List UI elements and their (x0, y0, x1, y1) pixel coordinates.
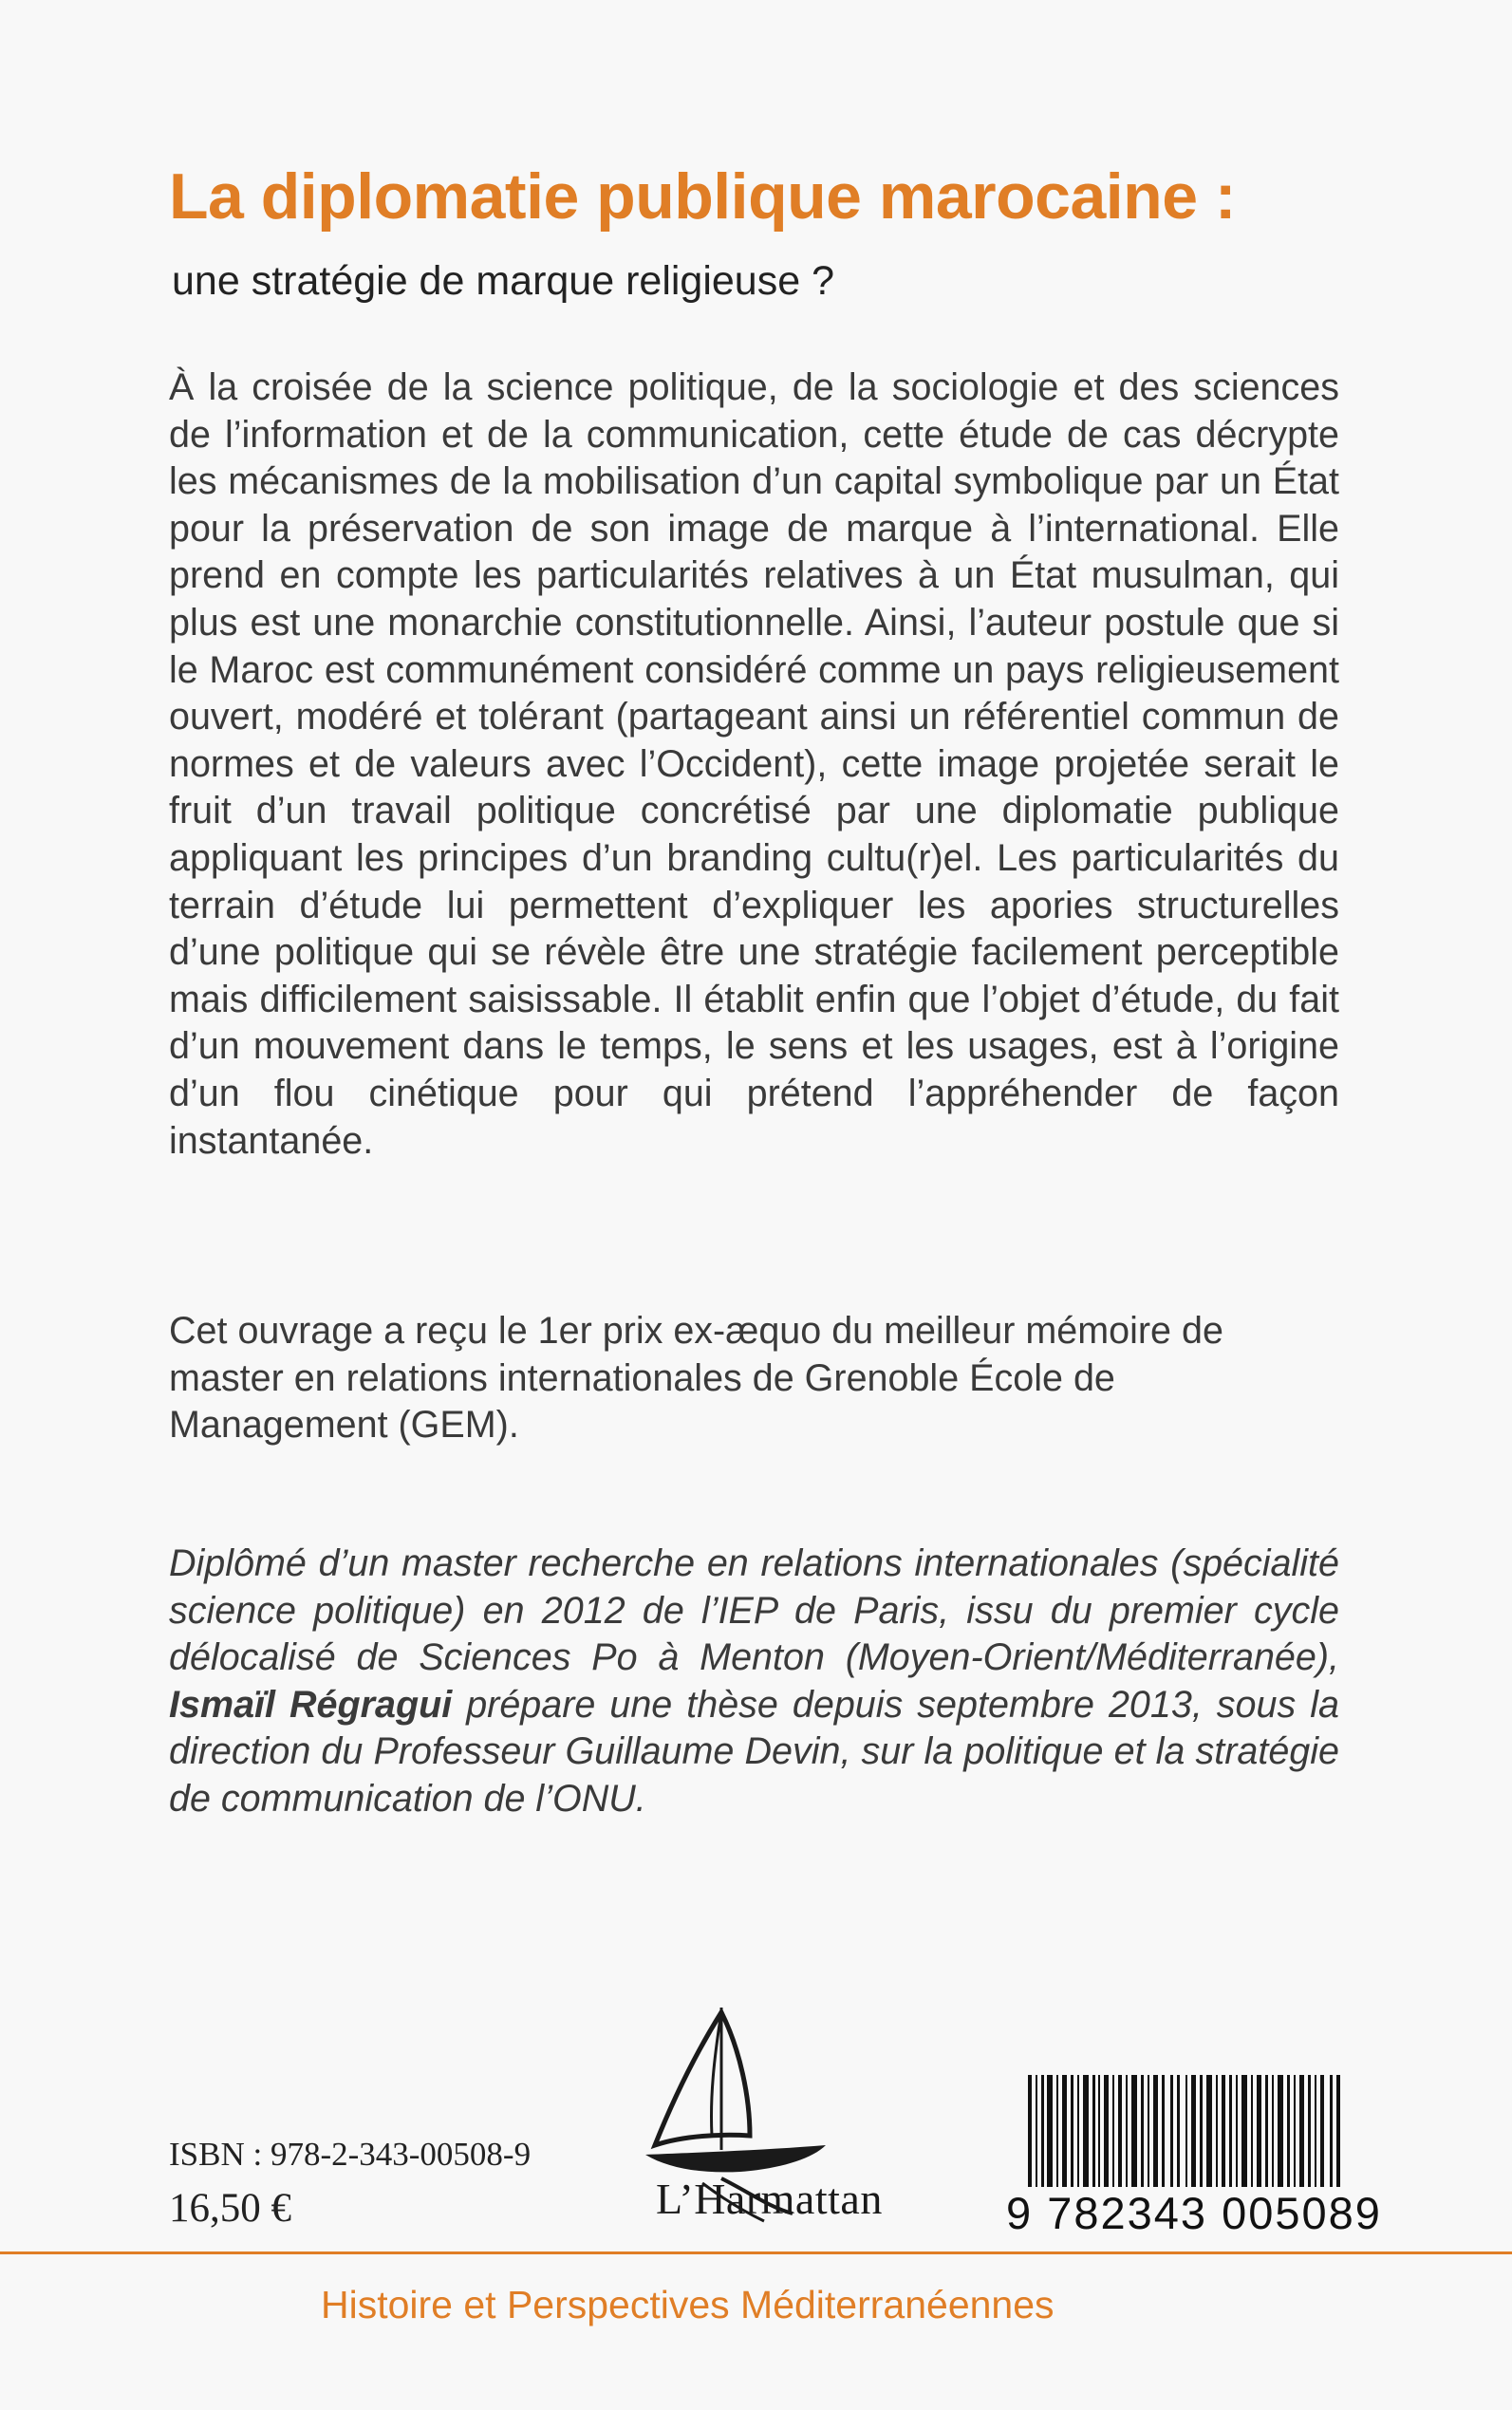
isbn: ISBN : 978-2-343-00508-9 (169, 2136, 532, 2173)
author-name: Ismaïl Régragui (169, 1683, 453, 1726)
book-title: La diplomatie publique marocaine : (169, 160, 1237, 233)
orange-divider (0, 2251, 1512, 2254)
bio-text-before: Diplômé d’un master recherche en relations internationales (spécialité science politique) en 2012 de l’IEP de Paris, issu du premier cycle délocalisé de Sciences Po à Menton (Moyen-Orient/Méditerranée), (169, 1542, 1339, 1679)
publisher-name: L’Harmattan (656, 2175, 883, 2223)
price: 16,50 € (169, 2186, 291, 2231)
author-bio (169, 1541, 1339, 1823)
description-paragraph: À la croisée de la science politique, de la sociologie et des sciences de l’information et de la communication, cette étude de cas décrypte les mécanismes de la mobilisation d’un capital symbolique par un État pour la préservation de son image de marque à l’international. Elle prend en compte les particularités relatives à un État musulman, qui plus est une monarchie constitutionnelle. Ainsi, l’auteur postule que si le Maroc est communément considéré comme un pays religieusement ouvert, modéré et tolérant (partageant ainsi un référentiel commun de normes et de valeurs avec l’Occident), cette image projetée serait le fruit d’un travail politique concrétisé par une diplomatie publique appliquant les principes d’un branding cultu(r)el. Les particularités du terrain d’étude lui permettent d’expliquer les apories structurelles d’une politique qui se révèle être une stratégie facilement perceptible mais difficilement saisissable. Il établit enfin que l’objet d’étude, du fait d’un mouvement dans le temps, le sens et les usages, est à l’origine d’un flou cinétique pour qui prétend l’appréhender de façon instantanée. (169, 366, 1339, 1162)
barcode-number: 9 782343 005089 (1006, 2188, 1382, 2238)
bio-text-after: prépare une thèse depuis septembre 2013, sous la direction du Professeur Guillaume Devin, sur la politique et la stratégie de communication de l’ONU. (169, 1683, 1339, 1820)
award-paragraph: Cet ouvrage a reçu le 1er prix ex-æquo du meilleur mémoire de master en relations internationales de Grenoble École de Management (GEM). (169, 1310, 1223, 1447)
book-subtitle: une stratégie de marque religieuse ? (172, 258, 834, 304)
series-name: Histoire et Perspectives Méditerranéennes (321, 2283, 1055, 2326)
